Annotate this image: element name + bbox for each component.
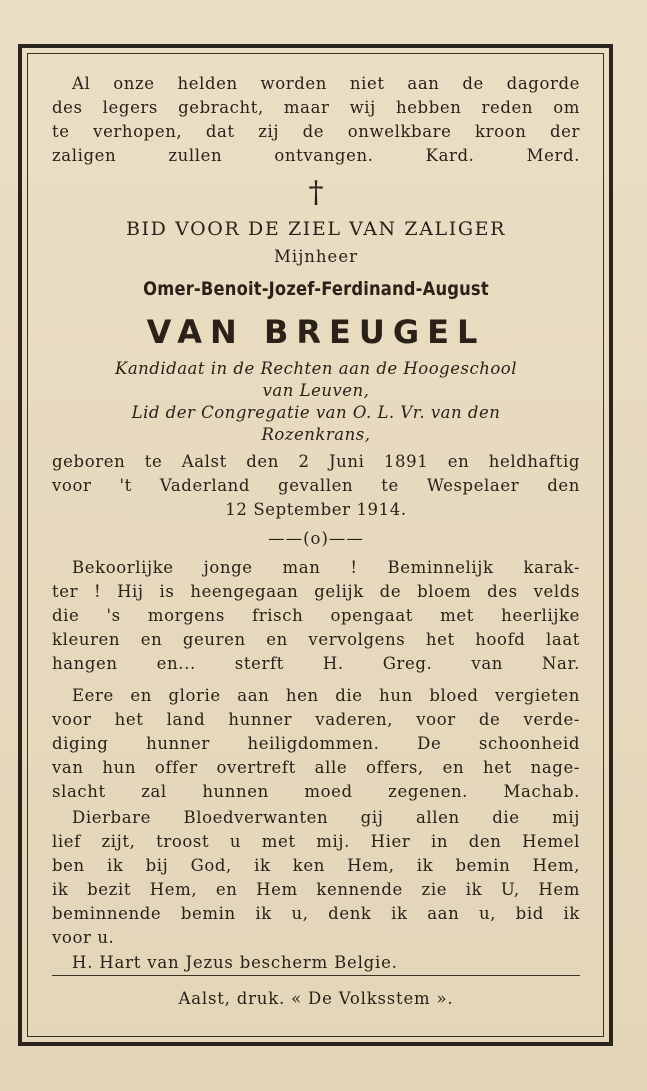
- paragraph-line: hangen en... sterft H. Greg. van Nar.: [52, 654, 580, 673]
- prayer-request: BID VOOR DE ZIEL VAN ZALIGER: [125, 218, 507, 240]
- cross-icon: †: [308, 175, 324, 210]
- closing-prayer: H. Hart van Jezus bescherm Belgie.: [72, 953, 398, 972]
- birth-line: 12 September 1914.: [225, 500, 407, 519]
- paragraph-line: kleuren en geuren en vervolgens het hoofd laat: [52, 630, 580, 649]
- paragraph-line: ben ik bij God, ik ken Hem, ik bemin Hem,: [52, 856, 580, 875]
- paragraph-line: ik bezit Hem, en Hem kennende zie ik U, Hem: [52, 880, 580, 899]
- footer-rule: [52, 975, 580, 976]
- paragraph-line: ter ! Hij is heengegaan gelijk de bloem des velds: [52, 582, 580, 601]
- card-content: [52, 72, 580, 976]
- given-names: Omer-Benoit-Jozef-Ferdinand-August: [143, 278, 489, 300]
- paragraph-1: [52, 556, 580, 676]
- paragraph-line: lief zijt, troost u met mij. Hier in den Hemel: [52, 832, 580, 851]
- title-line: Kandidaat in de Rechten aan de Hoogeschool: [115, 359, 517, 378]
- paragraph-line: beminnende bemin ik u, denk ik aan u, bid ik: [52, 904, 580, 923]
- paragraph-3: [52, 806, 580, 950]
- paragraph-line: slacht zal hunnen moed zegenen. Machab.: [52, 782, 580, 801]
- printer-credit: Aalst, druk. « De Volksstem ».: [178, 989, 454, 1008]
- birth-line: geboren te Aalst den 2 Juni 1891 en heldhaftig: [52, 452, 580, 471]
- title-line: Lid der Congregatie van O. L. Vr. van den: [131, 403, 501, 422]
- quote-line: te verhopen, dat zij de onwelkbare kroon der: [52, 122, 580, 141]
- paragraph-line: Dierbare Bloedverwanten gij allen die mij: [72, 808, 580, 827]
- paragraph-line: Eere en glorie aan hen die hun bloed vergieten: [72, 686, 580, 705]
- paragraph-2: [52, 684, 580, 804]
- title-line: Rozenkrans,: [261, 425, 371, 444]
- paragraph-line: die 's morgens frisch opengaat met heerlijke: [52, 606, 580, 625]
- birth-line: voor 't Vaderland gevallen te Wespelaer den: [52, 476, 580, 495]
- quote-line: des legers gebracht, maar wij hebben reden om: [52, 98, 580, 117]
- birth-death-info: [52, 450, 580, 522]
- paragraph-line: voor u.: [52, 928, 115, 947]
- quote-line: zaligen zullen ontvangen. Kard. Merd.: [52, 146, 580, 165]
- surname: VAN BREUGEL: [146, 313, 486, 351]
- opening-quote: [52, 72, 580, 168]
- title-line: van Leuven,: [262, 381, 370, 400]
- quote-line: Al onze helden worden niet aan de dagorde: [72, 74, 580, 93]
- titles: [52, 358, 580, 446]
- paragraph-line: van hun offer overtreft alle offers, en het nage-: [52, 758, 580, 777]
- paragraph-line: voor het land hunner vaderen, voor de verde-: [52, 710, 580, 729]
- separator: ——(o)——: [268, 529, 364, 548]
- paragraph-line: diging hunner heiligdommen. De schoonheid: [52, 734, 580, 753]
- paragraph-line: Bekoorlijke jonge man ! Beminnelijk karak-: [72, 558, 580, 577]
- honorific: Mijnheer: [274, 247, 358, 266]
